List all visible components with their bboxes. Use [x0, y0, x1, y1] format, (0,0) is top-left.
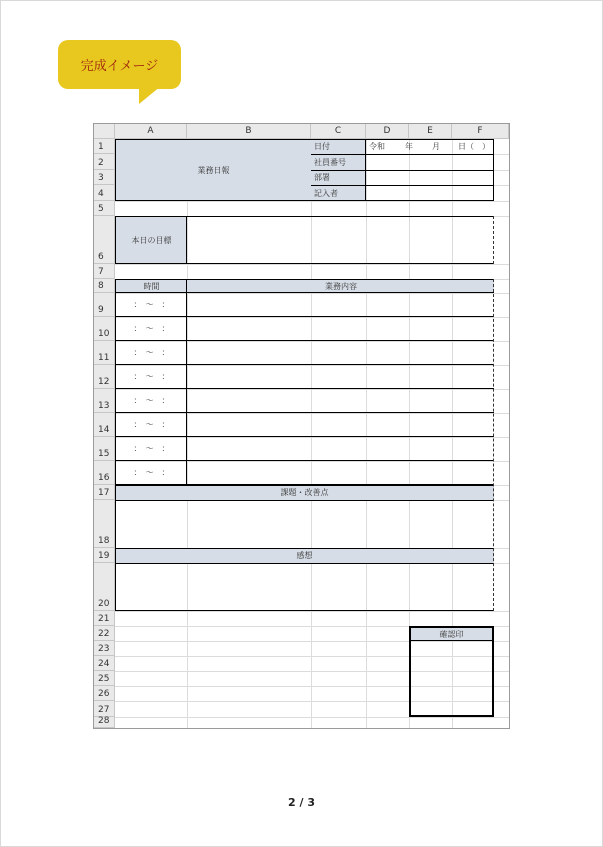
row-header-22[interactable]: 22 — [94, 626, 115, 641]
row-header-8[interactable]: 8 — [94, 279, 115, 293]
month-label: 月 — [432, 142, 440, 151]
task-header: 業務内容 — [325, 281, 357, 291]
employee-no-label: 社員番号 — [314, 158, 346, 167]
row-header-23[interactable]: 23 — [94, 641, 115, 656]
time-slot-label: ： ～ ： — [133, 300, 170, 309]
issues-input[interactable] — [115, 500, 494, 548]
time-slot-label: ： ～ ： — [133, 468, 170, 477]
goal-label: 本日の目標 — [131, 235, 172, 245]
task-input[interactable] — [188, 317, 494, 340]
year-label: 年 — [405, 142, 413, 151]
row-header-27[interactable]: 27 — [94, 701, 115, 717]
row-header-18[interactable]: 18 — [94, 500, 115, 548]
task-input[interactable] — [188, 365, 494, 388]
row-header-24[interactable]: 24 — [94, 656, 115, 671]
task-input[interactable] — [188, 437, 494, 460]
row-header-5[interactable]: 5 — [94, 201, 115, 216]
callout-label: 完成イメージ — [80, 59, 159, 74]
time-slot-label: ： ～ ： — [133, 324, 170, 333]
department-label: 部署 — [314, 173, 330, 182]
goal-input[interactable] — [188, 217, 494, 263]
row-header-15[interactable]: 15 — [94, 437, 115, 461]
era-label: 令和 — [369, 142, 385, 151]
time-slot-label: ： ～ ： — [133, 396, 170, 405]
row-header-11[interactable]: 11 — [94, 341, 115, 365]
page-indicator: 2 / 3 — [288, 796, 315, 809]
print-boundary — [493, 216, 494, 264]
gridline — [115, 264, 509, 265]
impressions-header: 感想 — [296, 551, 313, 560]
task-input[interactable] — [188, 341, 494, 364]
stamp-area[interactable] — [411, 642, 492, 715]
row-header-17[interactable]: 17 — [94, 485, 115, 500]
column-header-b[interactable]: B — [187, 124, 311, 139]
row-header-20[interactable]: 20 — [94, 563, 115, 611]
gridline — [115, 728, 509, 729]
time-slot-label: ： ～ ： — [133, 348, 170, 357]
callout-tail — [139, 86, 161, 104]
task-input[interactable] — [188, 413, 494, 436]
spreadsheet-preview — [93, 123, 510, 729]
row-header-3[interactable]: 3 — [94, 170, 115, 185]
time-slot-label: ： ～ ： — [133, 420, 170, 429]
row-header-12[interactable]: 12 — [94, 365, 115, 389]
impressions-input[interactable] — [115, 563, 494, 611]
issues-header: 課題・改善点 — [280, 488, 329, 497]
column-header-d[interactable]: D — [366, 124, 409, 139]
row-header-9[interactable]: 9 — [94, 293, 115, 317]
date-label: 日付 — [314, 142, 330, 151]
select-all-corner[interactable] — [94, 124, 115, 139]
completion-image-callout — [58, 40, 181, 89]
task-input[interactable] — [188, 389, 494, 412]
row-header-6[interactable]: 6 — [94, 216, 115, 264]
gridline — [115, 717, 509, 718]
form-title: 業務日報 — [197, 165, 230, 175]
row-header-4[interactable]: 4 — [94, 185, 115, 201]
info-row-line — [311, 170, 494, 171]
column-header-f[interactable]: F — [452, 124, 509, 139]
task-input[interactable] — [188, 293, 494, 316]
gridline — [115, 201, 509, 202]
row-header-26[interactable]: 26 — [94, 686, 115, 701]
day-label: 日（ ） — [458, 142, 490, 151]
column-header-c[interactable]: C — [311, 124, 366, 139]
column-header-e[interactable]: E — [409, 124, 452, 139]
row-header-14[interactable]: 14 — [94, 413, 115, 437]
time-slot-label: ： ～ ： — [133, 444, 170, 453]
row-header-25[interactable]: 25 — [94, 671, 115, 686]
row-header-28[interactable]: 28 — [94, 717, 115, 728]
row-header-2[interactable]: 2 — [94, 154, 115, 170]
print-boundary — [493, 279, 494, 611]
row-header-7[interactable]: 7 — [94, 264, 115, 279]
stamp-header: 確認印 — [439, 630, 464, 639]
row-header-1[interactable]: 1 — [94, 139, 115, 154]
column-header-a[interactable]: A — [115, 124, 187, 139]
row-header-19[interactable]: 19 — [94, 548, 115, 563]
row-header-10[interactable]: 10 — [94, 317, 115, 341]
info-row-line — [311, 185, 494, 186]
row-header-21[interactable]: 21 — [94, 611, 115, 626]
time-header: 時間 — [143, 281, 160, 291]
row-header-16[interactable]: 16 — [94, 461, 115, 485]
time-slot-label: ： ～ ： — [133, 372, 170, 381]
task-input[interactable] — [188, 461, 494, 484]
author-label: 記入者 — [314, 189, 338, 198]
gridline — [115, 611, 509, 612]
row-header-13[interactable]: 13 — [94, 389, 115, 413]
